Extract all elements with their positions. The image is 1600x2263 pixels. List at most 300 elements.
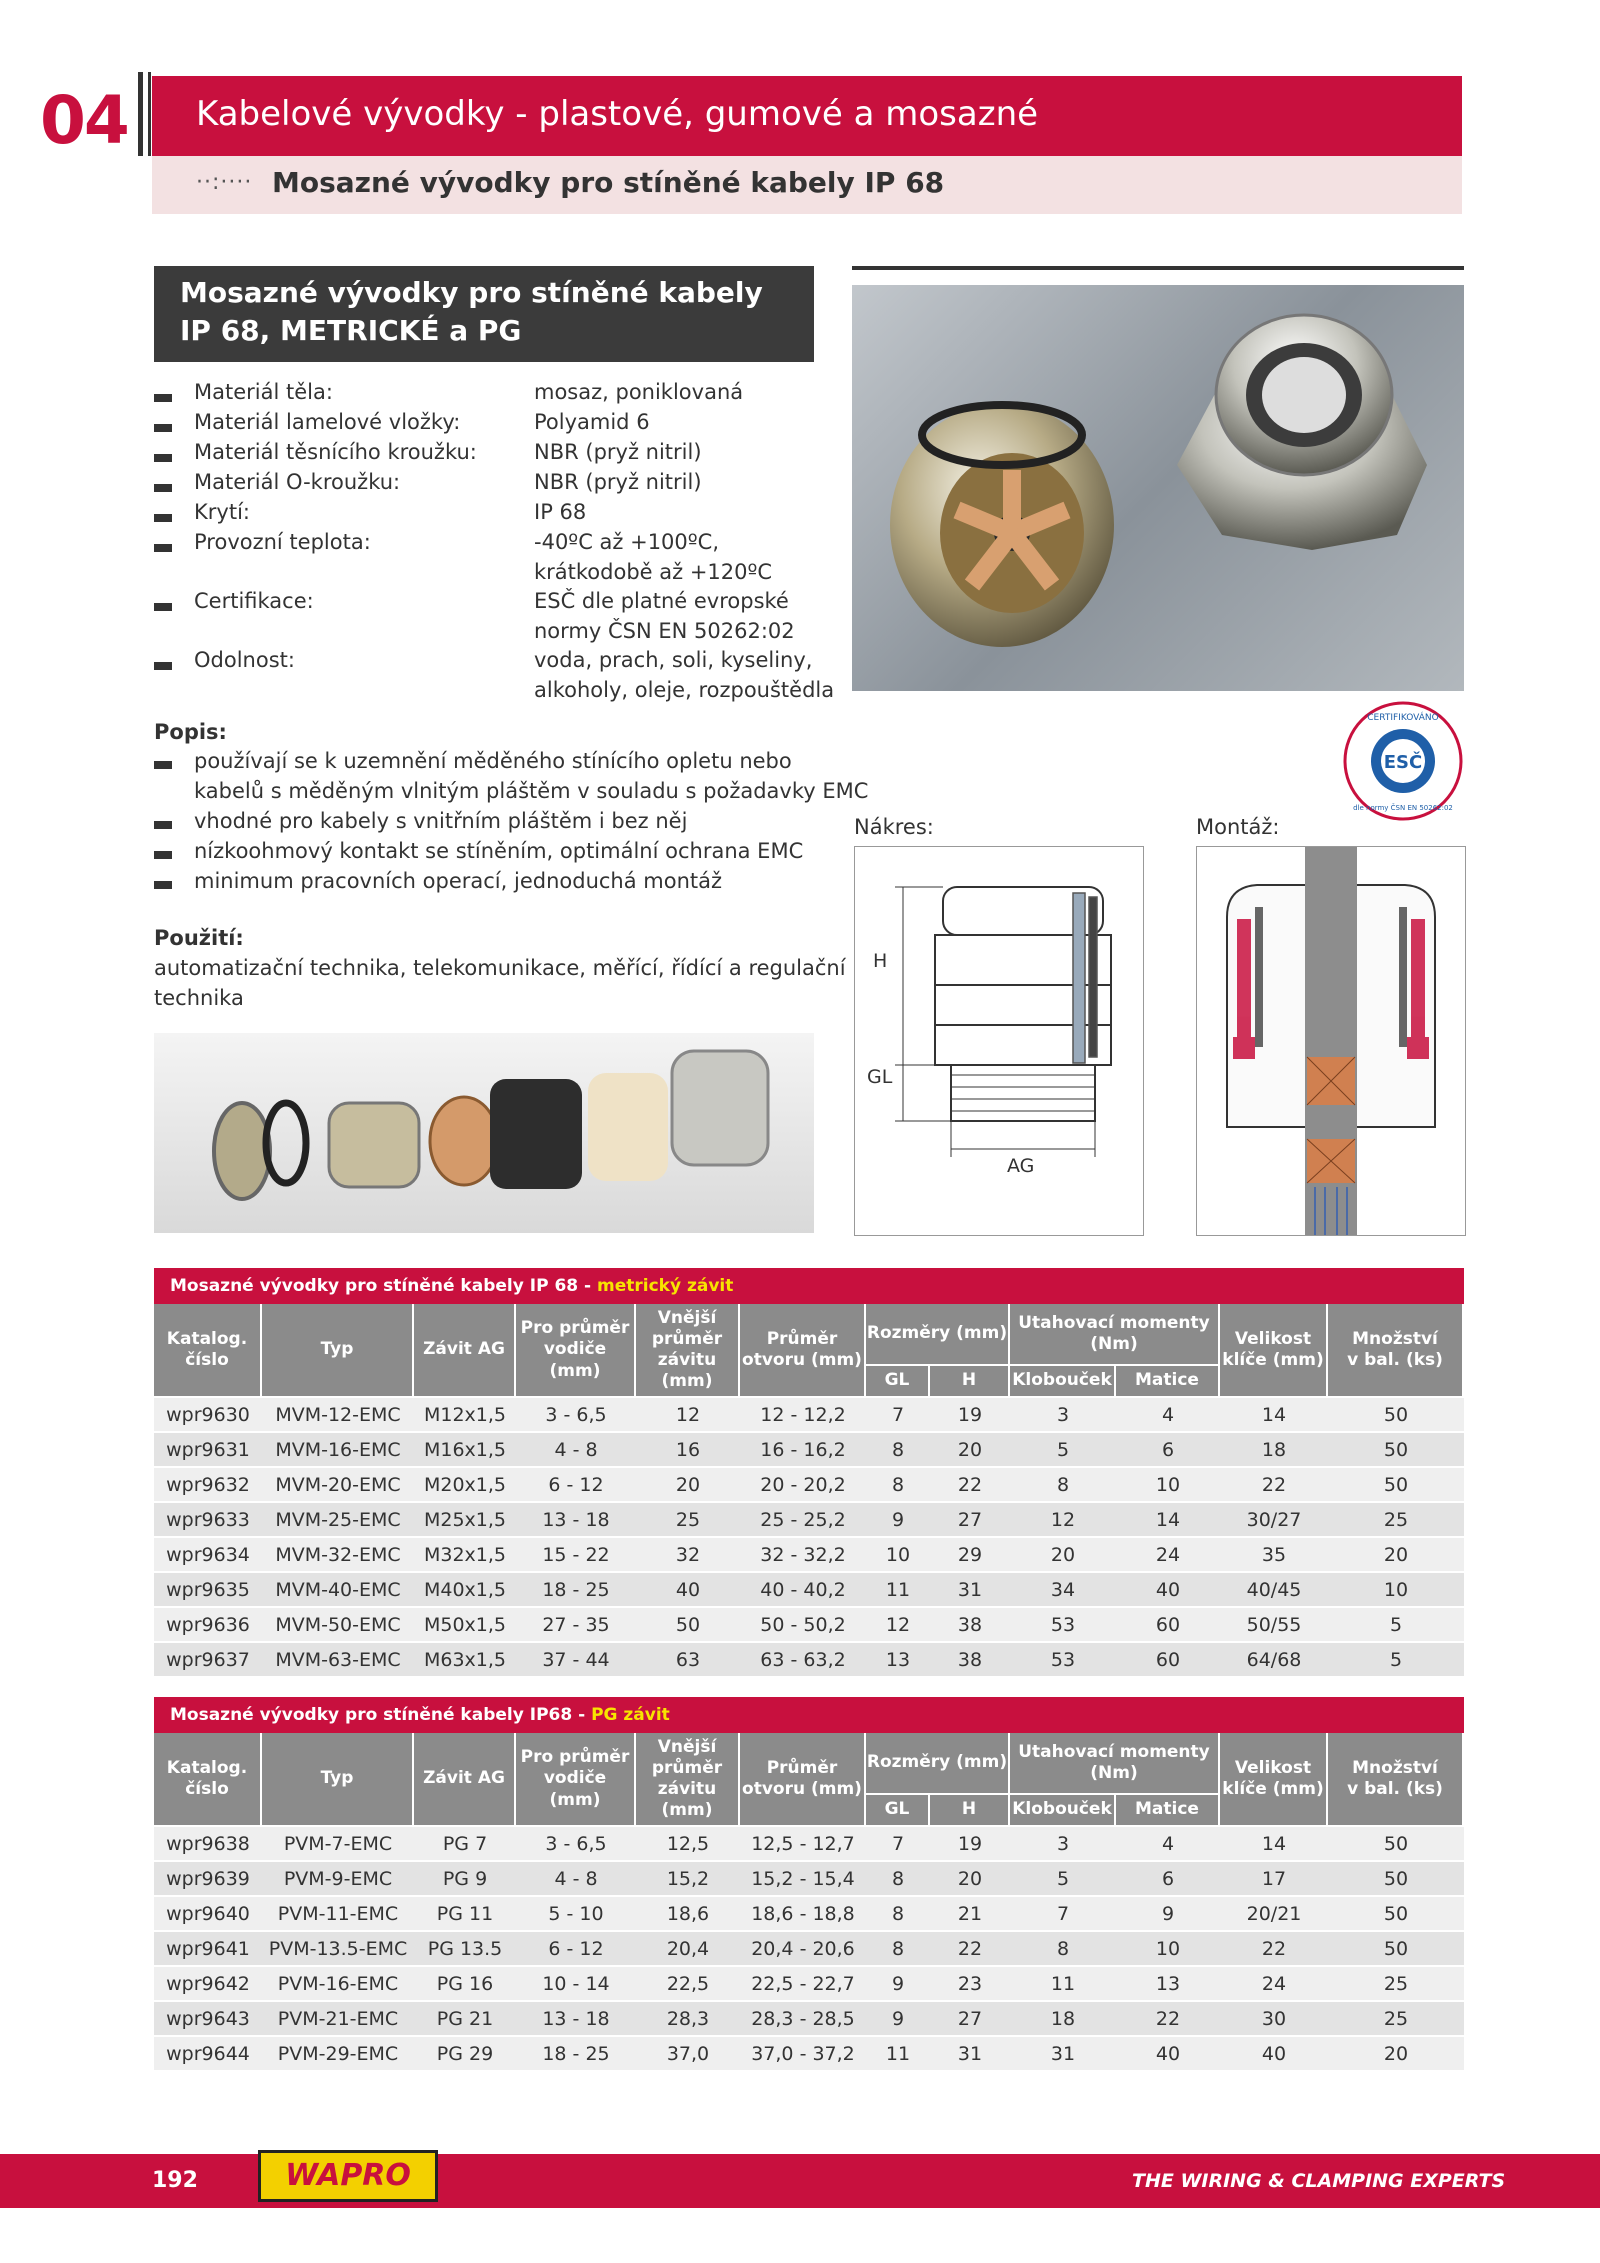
table-cell: 50 <box>636 1608 740 1643</box>
table-cell: 14 <box>1220 1398 1328 1433</box>
col-h <box>930 1366 1010 1398</box>
spec-label: Krytí: <box>194 500 250 524</box>
table-cell: 3 <box>1010 1827 1116 1862</box>
table-cell: 8 <box>1010 1468 1116 1503</box>
table-cell: wpr9643 <box>154 2002 262 2037</box>
table-cell: 50 <box>1328 1897 1464 1932</box>
table-cell: PVM-9-EMC <box>262 1862 414 1897</box>
wapro-logo: WAPRO <box>258 2150 438 2202</box>
product-title-line2: IP 68, METRICKÉ a PG <box>180 314 522 347</box>
table-cell: 22 <box>1220 1932 1328 1967</box>
col-zavit <box>414 1304 516 1398</box>
spec-bullet <box>154 603 172 611</box>
col-katalog <box>154 1733 262 1827</box>
table-cell: 12 <box>866 1608 930 1643</box>
table-cell: PVM-13.5-EMC <box>262 1932 414 1967</box>
col-katalog-line: číslo <box>185 1779 229 1799</box>
table-cell: MVM-50-EMC <box>262 1608 414 1643</box>
section-title: Mosazné vývodky pro stíněné kabely IP 68 <box>272 166 945 199</box>
table-row <box>154 1503 1464 1538</box>
table-cell: 32 - 32,2 <box>740 1538 866 1573</box>
chapter-title: Kabelové vývodky - plastové, gumové a mosazné <box>196 94 1039 134</box>
table-cell: 20 <box>1328 1538 1464 1573</box>
table-cell: 53 <box>1010 1608 1116 1643</box>
spec-bullet <box>154 454 172 462</box>
table-cell: wpr9634 <box>154 1538 262 1573</box>
table-cell: PVM-29-EMC <box>262 2037 414 2072</box>
table-cell: 9 <box>866 2002 930 2037</box>
spec-label: Materiál O-kroužku: <box>194 470 401 494</box>
dim-gl: GL <box>867 1066 893 1088</box>
table-cell: 3 <box>1010 1398 1116 1433</box>
table-cell: MVM-63-EMC <box>262 1643 414 1678</box>
cable-gland-photo-illustration <box>852 285 1464 691</box>
table-cell: wpr9637 <box>154 1643 262 1678</box>
table-cell: 25 - 25,2 <box>740 1503 866 1538</box>
spec-label: Materiál těla: <box>194 380 333 404</box>
table-metric-title: Mosazné vývodky pro stíněné kabely IP 68 - metrický závit <box>170 1276 734 1296</box>
table-cell: PG 13.5 <box>414 1932 516 1967</box>
col-prumer-vodice-line: vodiče (mm) <box>543 1768 607 1810</box>
table-cell: 13 - 18 <box>516 2002 636 2037</box>
table-cell: 6 - 12 <box>516 1468 636 1503</box>
table-pg <box>154 1733 1464 2072</box>
spec-value: NBR (pryž nitril) <box>534 470 702 494</box>
col-vnejsi-line: závitu (mm) <box>657 1350 717 1392</box>
popis-item-1-cont: kabelů s měděným vlnitým pláštěm v souladu s požadavky EMC <box>194 779 869 803</box>
photo-top-rule <box>852 266 1464 270</box>
spec-label: Materiál lamelové vložky: <box>194 410 461 434</box>
table-cell: 20,4 <box>636 1932 740 1967</box>
cert-stamp-icon <box>1342 700 1464 822</box>
table-cell: M63x1,5 <box>414 1643 516 1678</box>
table-cell: 20,4 - 20,6 <box>740 1932 866 1967</box>
table-cell: 34 <box>1010 1573 1116 1608</box>
col-prumer-vodice-line: Pro průměr <box>520 1747 630 1768</box>
table-cell: 4 - 8 <box>516 1862 636 1897</box>
spec-value-cont: alkoholy, oleje, rozpouštědla <box>534 678 835 702</box>
dim-h: H <box>873 950 888 972</box>
table-cell: 8 <box>1010 1932 1116 1967</box>
col-prumer-vodice-line: vodiče (mm) <box>543 1339 607 1381</box>
spec-value-cont: normy ČSN EN 50262:02 <box>534 619 795 643</box>
table-cell: 5 <box>1010 1433 1116 1468</box>
table-row <box>154 1967 1464 2002</box>
col-prumer-otvoru-line: otvoru (mm) <box>742 1779 862 1799</box>
table-cell: 27 <box>930 2002 1010 2037</box>
table-cell: 15,2 <box>636 1862 740 1897</box>
assembly-drawing <box>1196 846 1466 1236</box>
table-cell: 50 <box>1328 1433 1464 1468</box>
table-cell: 7 <box>866 1827 930 1862</box>
col-prumer-otvoru <box>740 1304 866 1398</box>
popis-item-2: vhodné pro kabely s vnitřním pláštěm i bez něj <box>194 809 688 833</box>
table-cell: wpr9633 <box>154 1503 262 1538</box>
table-cell: 8 <box>866 1862 930 1897</box>
col-prumer-otvoru-line: otvoru (mm) <box>742 1350 862 1370</box>
pouziti-text: automatizační technika, telekomunikace, měřící, řídící a regulační <box>154 956 846 980</box>
table-cell: 12 <box>636 1398 740 1433</box>
technical-drawing <box>854 846 1144 1236</box>
table-cell: 37 - 44 <box>516 1643 636 1678</box>
table-cell: MVM-25-EMC <box>262 1503 414 1538</box>
table-cell: 6 - 12 <box>516 1932 636 1967</box>
table-cell: 35 <box>1220 1538 1328 1573</box>
table-cell: 28,3 - 28,5 <box>740 2002 866 2037</box>
table-cell: wpr9631 <box>154 1433 262 1468</box>
table-cell: 22 <box>1220 1468 1328 1503</box>
table-cell: 50 <box>1328 1862 1464 1897</box>
table-cell: 14 <box>1220 1827 1328 1862</box>
section-dots: ··:···· <box>196 170 253 195</box>
table-cell: 4 <box>1116 1398 1220 1433</box>
col-matice-line: Matice <box>1135 1370 1199 1391</box>
table-cell: 16 - 16,2 <box>740 1433 866 1468</box>
col-momenty-line: (Nm) <box>1090 1763 1138 1783</box>
col-momenty-line: (Nm) <box>1090 1334 1138 1354</box>
table-cell: M40x1,5 <box>414 1573 516 1608</box>
col-kloboucek <box>1010 1366 1116 1398</box>
spec-value: -40ºC až +100ºC, <box>534 530 720 554</box>
table-cell: 25 <box>1328 1503 1464 1538</box>
table-cell: 8 <box>866 1897 930 1932</box>
table-cell: PG 9 <box>414 1862 516 1897</box>
table-cell: MVM-12-EMC <box>262 1398 414 1433</box>
table-cell: 37,0 - 37,2 <box>740 2037 866 2072</box>
col-mnozstvi-line: v bal. (ks) <box>1347 1350 1443 1370</box>
table-cell: 27 <box>930 1503 1010 1538</box>
table-cell: 64/68 <box>1220 1643 1328 1678</box>
col-gl <box>866 1795 930 1827</box>
table-cell: 12 <box>1010 1503 1116 1538</box>
table-cell: 9 <box>866 1967 930 2002</box>
product-title-box <box>154 266 814 362</box>
table-row <box>154 1608 1464 1643</box>
popis-item-3: nízkoohmový kontakt se stíněním, optimální ochrana EMC <box>194 839 804 863</box>
table-cell: 5 <box>1328 1643 1464 1678</box>
table-cell: wpr9640 <box>154 1897 262 1932</box>
table-cell: 18 - 25 <box>516 1573 636 1608</box>
gland-dimension-drawing <box>855 847 1143 1235</box>
table-cell: 20 <box>930 1433 1010 1468</box>
table-row <box>154 1538 1464 1573</box>
col-h-line: H <box>961 1799 977 1820</box>
table-cell: 50 - 50,2 <box>740 1608 866 1643</box>
col-rozmery-line: Rozměry (mm) <box>866 1323 1008 1344</box>
spec-value: mosaz, poniklovaná <box>534 380 744 404</box>
table-cell: 4 <box>1116 1827 1220 1862</box>
col-momenty-line: Utahovací momenty <box>1018 1312 1210 1333</box>
table-cell: 6 <box>1116 1433 1220 1468</box>
table-cell: 40 <box>1220 2037 1328 2072</box>
table-cell: 38 <box>930 1608 1010 1643</box>
popis-bullet <box>154 821 172 829</box>
exploded-parts-illustration <box>154 1033 814 1233</box>
spec-bullet <box>154 424 172 432</box>
table-cell: PVM-11-EMC <box>262 1897 414 1932</box>
col-mnozstvi <box>1328 1304 1464 1398</box>
table-cell: 11 <box>866 2037 930 2072</box>
table-cell: PG 29 <box>414 2037 516 2072</box>
table-cell: 5 <box>1010 1862 1116 1897</box>
table-cell: 10 <box>1328 1573 1464 1608</box>
table-cell: 20 <box>930 1862 1010 1897</box>
col-zavit <box>414 1733 516 1827</box>
table-cell: 13 - 18 <box>516 1503 636 1538</box>
col-h-line: H <box>961 1370 977 1391</box>
col-kloboucek-line: Klobouček <box>1012 1799 1112 1820</box>
table-cell: wpr9635 <box>154 1573 262 1608</box>
spec-bullet <box>154 394 172 402</box>
table-row <box>154 1468 1464 1503</box>
table-cell: 18 - 25 <box>516 2037 636 2072</box>
table-cell: wpr9638 <box>154 1827 262 1862</box>
table-cell: 20 <box>1328 2037 1464 2072</box>
exploded-parts-photo <box>154 1033 814 1233</box>
table-cell: 10 <box>1116 1932 1220 1967</box>
col-prumer-vodice-line: Pro průměr <box>520 1318 630 1339</box>
table-pg-title: Mosazné vývodky pro stíněné kabely IP68 - PG závit <box>170 1705 670 1725</box>
table-cell: 18 <box>1220 1433 1328 1468</box>
col-mnozstvi-line: Množství <box>1352 1757 1438 1778</box>
table-cell: 60 <box>1116 1608 1220 1643</box>
table-cell: 4 - 8 <box>516 1433 636 1468</box>
product-photo <box>852 285 1464 691</box>
spec-value: IP 68 <box>534 500 587 524</box>
col-vnejsi <box>636 1733 740 1827</box>
table-cell: 15,2 - 15,4 <box>740 1862 866 1897</box>
col-typ <box>262 1733 414 1827</box>
table-cell: 63 <box>636 1643 740 1678</box>
col-zavit-line: Závit AG <box>423 1339 505 1360</box>
spec-value: voda, prach, soli, kyseliny, <box>534 648 813 672</box>
col-typ <box>262 1304 414 1398</box>
table-row <box>154 1897 1464 1932</box>
table-pg-title-bar <box>154 1697 1464 1733</box>
table-cell: 31 <box>930 2037 1010 2072</box>
table-cell: 20/21 <box>1220 1897 1328 1932</box>
col-matice <box>1116 1795 1220 1827</box>
drawing-label: Nákres: <box>854 815 934 839</box>
table-cell: 30 <box>1220 2002 1328 2037</box>
table-cell: PVM-16-EMC <box>262 1967 414 2002</box>
col-vnejsi-line: závitu (mm) <box>657 1779 717 1821</box>
spec-bullet <box>154 484 172 492</box>
table-cell: wpr9644 <box>154 2037 262 2072</box>
table-cell: 15 - 22 <box>516 1538 636 1573</box>
chapter-divider-thin <box>148 72 151 156</box>
spec-bullet <box>154 662 172 670</box>
table-cell: 7 <box>866 1398 930 1433</box>
col-gl <box>866 1366 930 1398</box>
col-kloboucek <box>1010 1795 1116 1827</box>
table-cell: 50 <box>1328 1468 1464 1503</box>
col-typ-line: Typ <box>320 1768 354 1789</box>
table-cell: 50 <box>1328 1827 1464 1862</box>
footer-slogan: THE WIRING & CLAMPING EXPERTS <box>1132 2170 1506 2192</box>
table-cell: PG 21 <box>414 2002 516 2037</box>
table-cell: MVM-20-EMC <box>262 1468 414 1503</box>
table-cell: 13 <box>1116 1967 1220 2002</box>
table-cell: 22 <box>930 1468 1010 1503</box>
table-cell: 11 <box>1010 1967 1116 2002</box>
spec-label: Certifikace: <box>194 589 314 613</box>
popis-item-1: používají se k uzemnění měděného stínícího opletu nebo <box>194 749 792 773</box>
col-katalog-line: číslo <box>185 1350 229 1370</box>
table-cell: wpr9632 <box>154 1468 262 1503</box>
table-cell: 10 - 14 <box>516 1967 636 2002</box>
table-cell: 23 <box>930 1967 1010 2002</box>
table-cell: 10 <box>1116 1468 1220 1503</box>
table-metric-title-bar <box>154 1268 1464 1304</box>
table-cell: wpr9639 <box>154 1862 262 1897</box>
table-cell: M32x1,5 <box>414 1538 516 1573</box>
col-matice-line: Matice <box>1135 1799 1199 1820</box>
col-vnejsi <box>636 1304 740 1398</box>
table-cell: PG 16 <box>414 1967 516 2002</box>
table-cell: 24 <box>1116 1538 1220 1573</box>
col-momenty <box>1010 1304 1220 1366</box>
popis-bullet <box>154 881 172 889</box>
table-cell: 9 <box>866 1503 930 1538</box>
table-row <box>154 1398 1464 1433</box>
table-cell: 8 <box>866 1932 930 1967</box>
table-cell: 28,3 <box>636 2002 740 2037</box>
table-cell: 9 <box>1116 1897 1220 1932</box>
table-row <box>154 1573 1464 1608</box>
table-row <box>154 1827 1464 1862</box>
table-cell: PG 7 <box>414 1827 516 1862</box>
col-prumer-otvoru-line: Průměr <box>766 1757 838 1778</box>
col-velikost <box>1220 1733 1328 1827</box>
col-katalog-line: Katalog. <box>166 1757 248 1778</box>
col-gl-line: GL <box>884 1799 910 1820</box>
table-cell: wpr9642 <box>154 1967 262 2002</box>
table-cell: 25 <box>636 1503 740 1538</box>
table-cell: 37,0 <box>636 2037 740 2072</box>
table-cell: M25x1,5 <box>414 1503 516 1538</box>
table-cell: MVM-40-EMC <box>262 1573 414 1608</box>
table-cell: 25 <box>1328 1967 1464 2002</box>
col-prumer-otvoru-line: Průměr <box>766 1328 838 1349</box>
col-zavit-line: Závit AG <box>423 1768 505 1789</box>
table-cell: 53 <box>1010 1643 1116 1678</box>
table-cell: 31 <box>1010 2037 1116 2072</box>
table-cell: 11 <box>866 1573 930 1608</box>
col-vnejsi-line: Vnější <box>657 1736 717 1757</box>
col-gl-line: GL <box>884 1370 910 1391</box>
col-matice <box>1116 1366 1220 1398</box>
table-cell: 27 - 35 <box>516 1608 636 1643</box>
spec-label: Provozní teplota: <box>194 530 371 554</box>
table-cell: 38 <box>930 1643 1010 1678</box>
table-cell: 10 <box>866 1538 930 1573</box>
col-prumer-otvoru <box>740 1733 866 1827</box>
table-cell: 50 <box>1328 1932 1464 1967</box>
table-cell: wpr9641 <box>154 1932 262 1967</box>
page-number: 192 <box>152 2168 198 2193</box>
table-cell: 50/55 <box>1220 1608 1328 1643</box>
pouziti-heading: Použití: <box>154 926 244 950</box>
popis-bullet <box>154 851 172 859</box>
table-cell: PVM-7-EMC <box>262 1827 414 1862</box>
table-cell: 40 <box>1116 1573 1220 1608</box>
col-katalog <box>154 1304 262 1398</box>
table-cell: 50 <box>1328 1398 1464 1433</box>
table-row <box>154 2037 1464 2072</box>
col-velikost-line: Velikost <box>1234 1757 1312 1778</box>
table-cell: 6 <box>1116 1862 1220 1897</box>
table-metric <box>154 1304 1464 1678</box>
table-cell: 32 <box>636 1538 740 1573</box>
table-cell: 17 <box>1220 1862 1328 1897</box>
table-cell: 40 <box>1116 2037 1220 2072</box>
table-cell: 20 - 20,2 <box>740 1468 866 1503</box>
table-cell: MVM-32-EMC <box>262 1538 414 1573</box>
table-cell: 40/45 <box>1220 1573 1328 1608</box>
spec-value: Polyamid 6 <box>534 410 650 434</box>
table-cell: PVM-21-EMC <box>262 2002 414 2037</box>
pouziti-text-cont: technika <box>154 986 244 1010</box>
table-cell: PG 11 <box>414 1897 516 1932</box>
col-h <box>930 1795 1010 1827</box>
col-vnejsi-line: průměr <box>651 1328 723 1349</box>
dim-ag: AG <box>1007 1155 1035 1177</box>
spec-value: NBR (pryž nitril) <box>534 440 702 464</box>
table-cell: 5 <box>1328 1608 1464 1643</box>
table-cell: 63 - 63,2 <box>740 1643 866 1678</box>
table-cell: wpr9636 <box>154 1608 262 1643</box>
col-velikost-line: klíče (mm) <box>1222 1779 1324 1799</box>
chapter-number: 04 <box>40 82 128 159</box>
spec-label: Odolnost: <box>194 648 295 672</box>
table-cell: 22 <box>930 1932 1010 1967</box>
spec-value: ESČ dle platné evropské <box>534 589 789 613</box>
montaz-label: Montáž: <box>1196 815 1280 839</box>
chapter-divider <box>138 72 143 156</box>
table-cell: 5 - 10 <box>516 1897 636 1932</box>
table-cell: 21 <box>930 1897 1010 1932</box>
table-cell: M50x1,5 <box>414 1608 516 1643</box>
table-cell: 20 <box>636 1468 740 1503</box>
certification-stamp <box>1342 700 1464 822</box>
table-cell: 22 <box>1116 2002 1220 2037</box>
table-cell: 25 <box>1328 2002 1464 2037</box>
table-cell: 20 <box>1010 1538 1116 1573</box>
col-vnejsi-line: průměr <box>651 1757 723 1778</box>
spec-value-cont: krátkodobě až +120ºC <box>534 560 773 584</box>
spec-bullet <box>154 544 172 552</box>
table-cell: 14 <box>1116 1503 1220 1538</box>
table-cell: 29 <box>930 1538 1010 1573</box>
col-vnejsi-line: Vnější <box>657 1307 717 1328</box>
col-katalog-line: Katalog. <box>166 1328 248 1349</box>
gland-right <box>1177 315 1427 550</box>
col-rozmery <box>866 1733 1010 1795</box>
col-velikost-line: klíče (mm) <box>1222 1350 1324 1370</box>
gland-assembly-drawing <box>1197 847 1465 1235</box>
table-cell: M12x1,5 <box>414 1398 516 1433</box>
col-momenty-line: Utahovací momenty <box>1018 1741 1210 1762</box>
table-cell: 7 <box>1010 1897 1116 1932</box>
cert-text-top: CERTIFIKOVÁNO <box>1367 713 1439 723</box>
table-cell: 40 - 40,2 <box>740 1573 866 1608</box>
col-mnozstvi <box>1328 1733 1464 1827</box>
popis-item-4: minimum pracovních operací, jednoduchá montáž <box>194 869 723 893</box>
table-cell: 16 <box>636 1433 740 1468</box>
table-cell: 8 <box>866 1468 930 1503</box>
popis-bullet <box>154 761 172 769</box>
